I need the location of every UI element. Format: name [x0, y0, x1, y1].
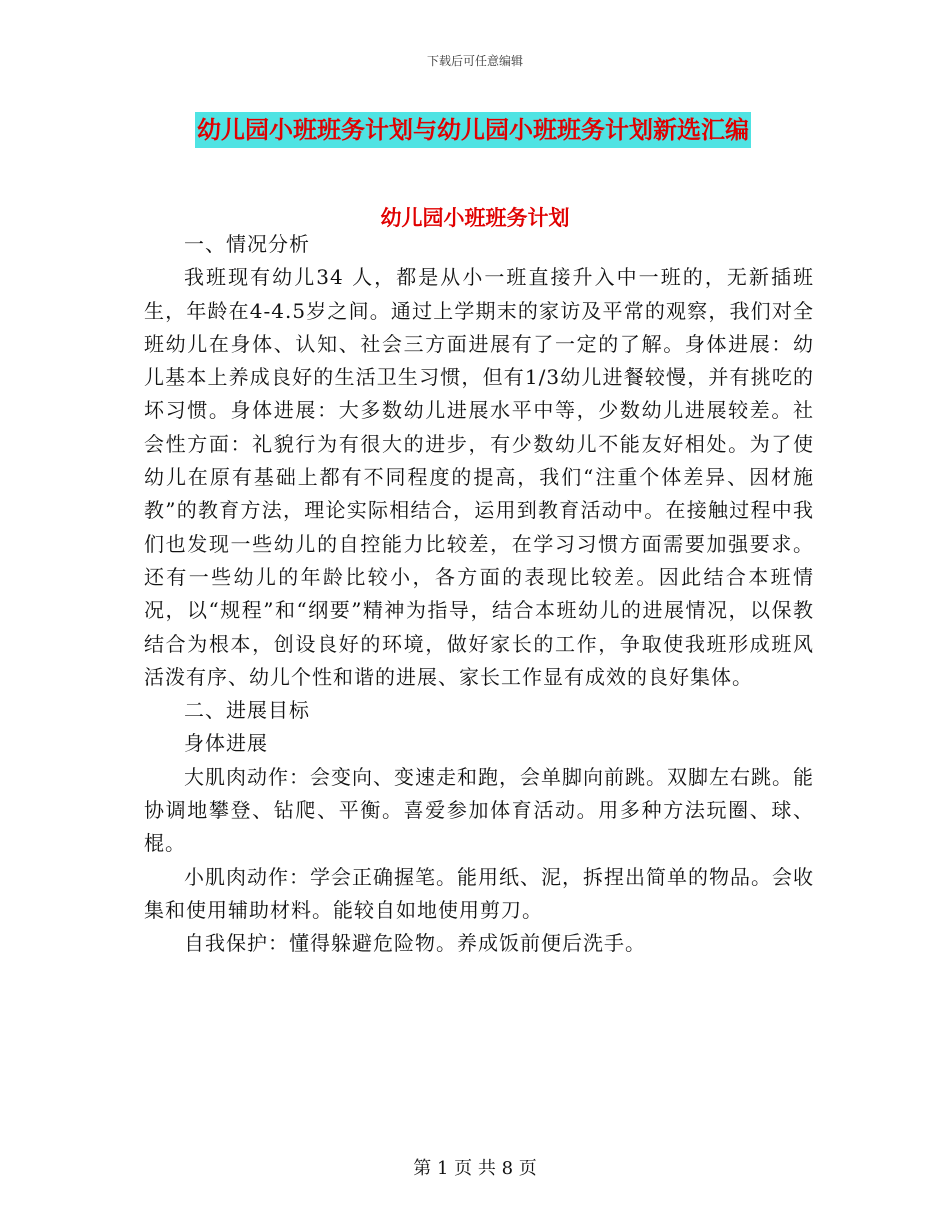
section-title: 幼儿园小班班务计划 [380, 206, 570, 230]
document-body [144, 228, 814, 961]
paragraph-self-protection: 自我保护：懂得躲避危险物。养成饭前便后洗手。 [184, 931, 646, 956]
heading-situation-analysis: 一、情况分析 [184, 232, 310, 256]
paragraph-gross-motor: 大肌肉动作：会变向、变速走和跑，会单脚向前跳。双脚左右跳。能协调地攀登、钻爬、平衡。喜爱参加体育活动。用多种方法玩圈、球、棍。 [144, 764, 814, 856]
document-title: 幼儿园小班班务计划与幼儿园小班班务计划新选汇编 [195, 112, 751, 148]
heading-development-goals: 二、进展目标 [184, 698, 310, 723]
header-note: 下载后可任意编辑 [426, 54, 523, 68]
page-number: 第 1 页 共 8 页 [413, 1158, 537, 1179]
heading-physical-development: 身体进展 [184, 731, 268, 756]
paragraph-fine-motor: 小肌肉动作：学会正确握笔。能用纸、泥，拆捏出简单的物品。会收集和使用辅助材料。能较自如地使用剪刀。 [144, 864, 814, 922]
paragraph-situation: 我班现有幼儿34 人，都是从小一班直接升入中一班的，无新插班生，年龄在4-4.5岁之间。通过上学期末的家访及平常的观察，我们对全班幼儿在身体、认知、社会三方面进展有了一定的了解。身体进展：幼儿基本上养成良好的生活卫生习惯，但有1/3幼儿进餐较慢，并有挑吃的坏习惯。身体进展：大多数幼儿进展水平中等，少数幼儿进展较差。社会性方面：礼貌行为有很大的进步，有少数幼儿不能友好相处。为了使幼儿在原有基础上都有不同程度的提高，我们“注重个体差异、因材施教”的教育方法，理论实际相结合，运用到教育活动中。在接触过程中我们也发现一些幼儿的自控能力比较差，在学习习惯方面需要加强要求。还有一些幼儿的年龄比较小，各方面的表现比较差。因此结合本班情况，以“规程”和“纲要”精神为指导，结合本班幼儿的进展情况，以保教结合为根本，创设良好的环境，做好家长的工作，争取使我班形成班风活泼有序、幼儿个性和谐的进展、家长工作显有成效的良好集体。 [144, 265, 814, 689]
